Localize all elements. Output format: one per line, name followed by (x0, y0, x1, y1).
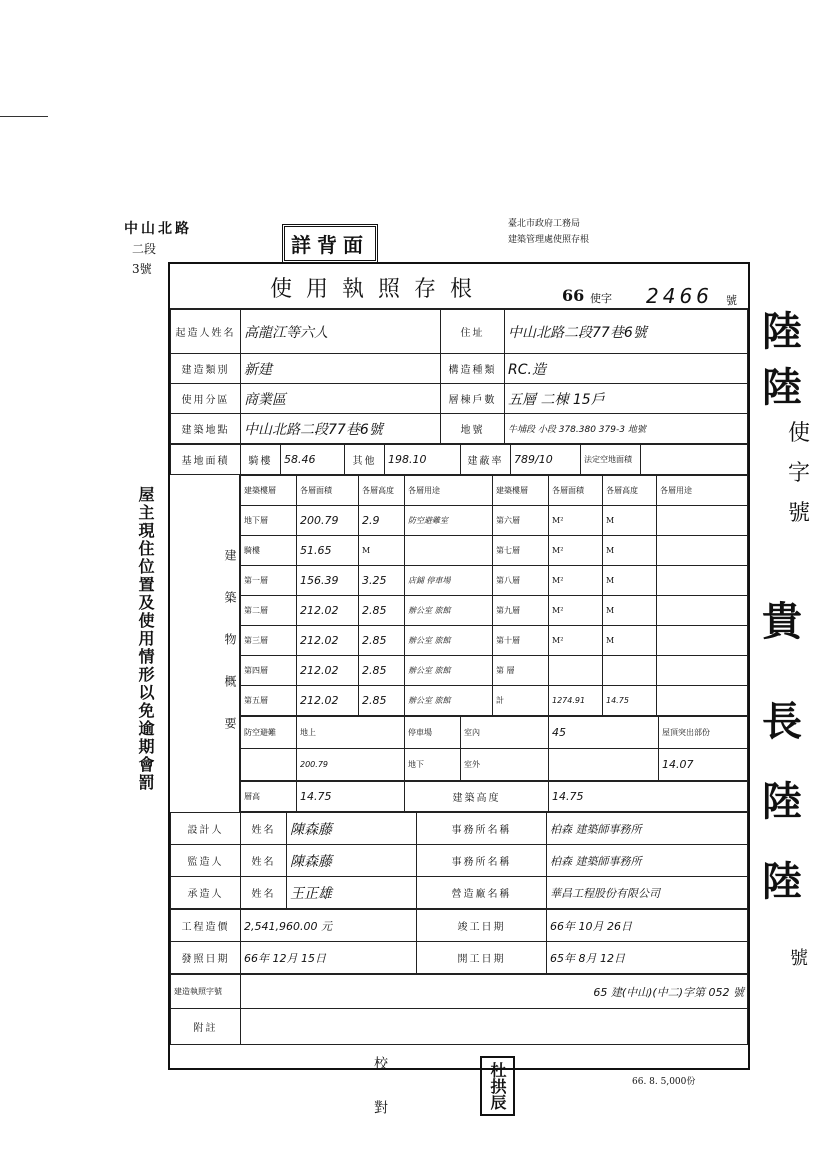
factory-label: 營造廠名稱 (417, 877, 547, 909)
floor-row (241, 566, 748, 596)
floor-row (241, 506, 748, 536)
see-back-stamp: 詳背面 (282, 224, 378, 263)
floor-unit: M² (549, 536, 603, 566)
floor-row (241, 656, 748, 686)
building-height-value: 14.75 (549, 782, 748, 812)
form-title-row (170, 264, 748, 309)
issuer-stamp-line2: 建築管理處使照存根 (508, 235, 590, 245)
check-label: 校對 (372, 1056, 388, 1144)
base-area-table (170, 444, 748, 475)
address-label: 住址 (441, 310, 505, 354)
floor-name: 第九層 (493, 596, 549, 626)
license-char: 使字 (590, 292, 612, 305)
floor-unit: M² (549, 506, 603, 536)
floor-name: 第三層 (241, 626, 297, 656)
floor-use: 辦公室 旅館 (405, 656, 493, 686)
floor-area: 212.02 (297, 596, 359, 626)
floor-name: 地下層 (241, 506, 297, 536)
designer-name-label: 姓名 (241, 813, 287, 845)
structure-label: 構造種類 (441, 354, 505, 384)
floor-unit-h: M (359, 536, 405, 566)
edge-char: 字 (788, 461, 811, 486)
floor-area: 200.79 (297, 506, 359, 536)
legal-open-label: 法定空地面積 (581, 445, 641, 475)
parking-indoor-label: 室內 (461, 717, 549, 749)
contractor-label: 承造人 (171, 877, 241, 909)
roof-value: 14.07 (659, 749, 748, 781)
floor-height: 2.9 (359, 506, 405, 536)
parking-indoor-value: 45 (549, 717, 659, 749)
shelter-spacer (241, 749, 297, 781)
site-value: 中山北路二段77巷6號 (241, 414, 441, 444)
floor-unit-h: M (603, 626, 657, 656)
floor-use (657, 506, 748, 536)
floor-height (603, 656, 657, 686)
shelter-table (240, 716, 748, 781)
base-area-label: 基地面積 (171, 445, 241, 475)
building-overview (170, 475, 748, 812)
building-height-label: 建築高度 (405, 782, 549, 812)
hdr-height-l: 各層高度 (359, 476, 405, 506)
parking-outdoor-label: 室外 (461, 749, 549, 781)
edge-char: 號 (788, 501, 811, 526)
edge-char: 長 (762, 698, 802, 745)
overview-section-label: 建築物概要 (170, 475, 240, 812)
floor-unit: M² (549, 596, 603, 626)
storey-height-label: 層高 (241, 782, 297, 812)
shelter-below-value: 200.79 (297, 749, 405, 781)
contractor-name-label: 姓名 (241, 877, 287, 909)
floor-area (549, 656, 603, 686)
arcade-value: 58.46 (281, 445, 345, 475)
designer-office: 柏森 建築師事務所 (547, 813, 748, 845)
floor-use: 辦公室 旅館 (405, 686, 493, 716)
floor-name: 第二層 (241, 596, 297, 626)
floor-row (241, 536, 748, 566)
hdr-area-r: 各層面積 (549, 476, 603, 506)
start-label: 開工日期 (417, 942, 547, 974)
site-label: 建築地點 (171, 414, 241, 444)
permit-label: 建造執照字號 (171, 975, 241, 1009)
section-left-label: 二段 (132, 242, 157, 256)
edge-char: 陸 (762, 364, 802, 411)
floor-name: 第八層 (493, 566, 549, 596)
other-label: 其他 (345, 445, 385, 475)
floors-count-label: 層棟戶數 (441, 384, 505, 414)
zone-value: 商業區 (241, 384, 441, 414)
floor-name: 第十層 (493, 626, 549, 656)
supervisor-label: 監造人 (171, 845, 241, 877)
shelter-label: 防空避難 (241, 717, 297, 749)
shelter-below-label: 地下 (405, 749, 461, 781)
floor-name: 第七層 (493, 536, 549, 566)
floor-use (657, 656, 748, 686)
hdr-floor-l: 建築樓層 (241, 476, 297, 506)
total-label: 計 (493, 686, 549, 716)
floor-unit-h: M (603, 506, 657, 536)
floor-name: 第五層 (241, 686, 297, 716)
edge-char: 號 (790, 948, 808, 969)
floor-use (657, 626, 748, 656)
people-table (170, 812, 748, 909)
total-area: 1274.91 (549, 686, 603, 716)
coverage-value: 789/10 (511, 445, 581, 475)
note-label: 附註 (171, 1009, 241, 1045)
floor-row (241, 686, 748, 716)
edge-char: 貴 (762, 598, 802, 645)
license-form (168, 262, 750, 1070)
cost-value: 2,541,960.00 元 (241, 910, 417, 942)
issuer-stamp-line1: 臺北市政府工務局 (508, 219, 581, 229)
parking-label: 停車場 (405, 717, 461, 749)
hdr-floor-r: 建築樓層 (493, 476, 549, 506)
designer-name: 陳森藤 (287, 813, 417, 845)
cost-label: 工程造價 (171, 910, 241, 942)
number-left-label: 3號 (132, 262, 152, 276)
completion-label: 竣工日期 (417, 910, 547, 942)
form-title: 使用執照存根 (270, 277, 487, 302)
floor-area: 51.65 (297, 536, 359, 566)
issue-label: 發照日期 (171, 942, 241, 974)
floor-area: 212.02 (297, 626, 359, 656)
legal-open-value (641, 445, 748, 475)
hdr-height-r: 各層高度 (603, 476, 657, 506)
roof-label: 屋頂突出部份 (659, 717, 748, 749)
category-label: 建造類別 (171, 354, 241, 384)
height-table (240, 781, 748, 812)
floor-height: 3.25 (359, 566, 405, 596)
floor-area: 212.02 (297, 656, 359, 686)
issue-value: 66年 12月 15日 (241, 942, 417, 974)
floors-table (240, 475, 748, 716)
floor-row (241, 626, 748, 656)
lot-label: 地號 (441, 414, 505, 444)
floor-unit: M² (549, 626, 603, 656)
supervisor-name-label: 姓名 (241, 845, 287, 877)
hdr-use-r: 各層用途 (657, 476, 748, 506)
floor-name: 第四層 (241, 656, 297, 686)
total-height: 14.75 (603, 686, 657, 716)
license-number: 2466 (646, 284, 713, 308)
completion-value: 66年 10月 26日 (547, 910, 748, 942)
owner-label: 起造人姓名 (171, 310, 241, 354)
floor-height: 2.85 (359, 596, 405, 626)
floor-height: 2.85 (359, 656, 405, 686)
lot-value: 牛埔段 小段 378.380 379-3 地號 (505, 414, 748, 444)
floor-unit-h: M (603, 536, 657, 566)
edge-char: 使 (788, 421, 811, 446)
zone-label: 使用分區 (171, 384, 241, 414)
supervisor-name: 陳森藤 (287, 845, 417, 877)
owner-value: 高龍江等六人 (241, 310, 441, 354)
floor-name: 騎樓 (241, 536, 297, 566)
dates-table (170, 909, 748, 974)
floor-use (657, 566, 748, 596)
floor-use (657, 596, 748, 626)
floors-count-value: 五層 二棟 15戶 (505, 384, 748, 414)
edge-char: 陸 (762, 308, 802, 355)
floor-row (241, 596, 748, 626)
floor-unit: M² (549, 566, 603, 596)
start-value: 65年 8月 12日 (547, 942, 748, 974)
permit-table (170, 974, 748, 1045)
name-seal: 杜拱辰 (480, 1056, 515, 1116)
designer-label: 設計人 (171, 813, 241, 845)
coverage-label: 建蔽率 (461, 445, 511, 475)
hdr-use-l: 各層用途 (405, 476, 493, 506)
supervisor-office-label: 事務所名稱 (417, 845, 547, 877)
storey-height-value: 14.75 (297, 782, 405, 812)
contractor-name: 王正雄 (287, 877, 417, 909)
designer-office-label: 事務所名稱 (417, 813, 547, 845)
other-value: 198.10 (385, 445, 461, 475)
note-value (241, 1009, 748, 1045)
floor-unit-h: M (603, 596, 657, 626)
floor-use (657, 536, 748, 566)
hdr-area-l: 各層面積 (297, 476, 359, 506)
total-use (657, 686, 748, 716)
owner-table (170, 309, 748, 444)
floor-use: 防空避難室 (405, 506, 493, 536)
print-run: 66. 8. 5,000份 (632, 1077, 696, 1087)
scan-dash-top (0, 116, 48, 117)
side-warning-note: 屋主現住位置及使用情形以免逾期會罰 (136, 486, 155, 792)
floor-area: 212.02 (297, 686, 359, 716)
permit-value: 65 建(中山)(中二)字第 052 號 (241, 975, 748, 1009)
floors-header-row (241, 476, 748, 506)
edge-char: 陸 (762, 858, 802, 905)
floor-use: 辦公室 旅館 (405, 596, 493, 626)
category-value: 新建 (241, 354, 441, 384)
shelter-above: 地上 (297, 717, 405, 749)
floor-name: 第六層 (493, 506, 549, 536)
floor-unit-h: M (603, 566, 657, 596)
floor-name: 第 層 (493, 656, 549, 686)
supervisor-office: 柏森 建築師事務所 (547, 845, 748, 877)
structure-value: RC.造 (505, 354, 748, 384)
street-left-label: 中山北路 (124, 221, 192, 237)
floor-use: 店鋪 停車場 (405, 566, 493, 596)
floor-height: 2.85 (359, 686, 405, 716)
floor-use: 辦公室 旅館 (405, 626, 493, 656)
floor-height: 2.85 (359, 626, 405, 656)
arcade-label: 騎樓 (241, 445, 281, 475)
license-prefix: 66 (562, 286, 585, 305)
contractor-company: 華昌工程股份有限公司 (547, 877, 748, 909)
license-suffix: 號 (726, 294, 737, 307)
parking-outdoor-value (549, 749, 659, 781)
edge-char: 陸 (762, 778, 802, 825)
floor-name: 第一層 (241, 566, 297, 596)
floor-area: 156.39 (297, 566, 359, 596)
floor-use (405, 536, 493, 566)
address-value: 中山北路二段77巷6號 (505, 310, 748, 354)
